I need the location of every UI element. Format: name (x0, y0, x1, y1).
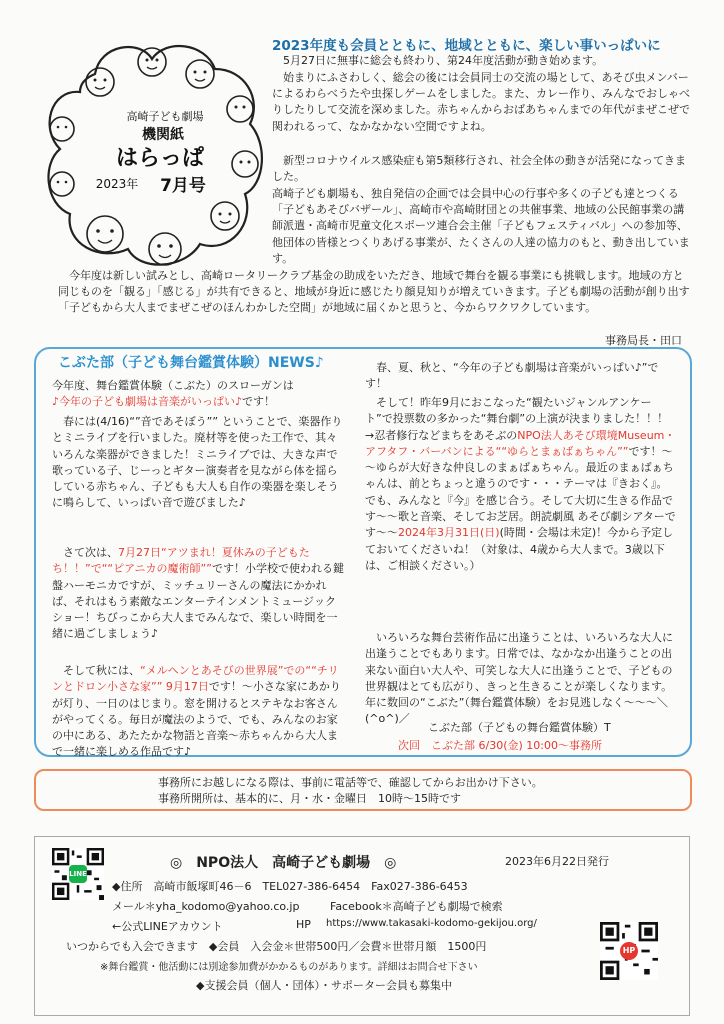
logo-bulletin-label: 機関紙 (142, 127, 184, 143)
line-app-icon: LINE (69, 865, 87, 883)
homepage-badge-icon: HP (620, 942, 638, 960)
kobuta-autumn-event: “メルヘンとあそびの世界展”での““チリンとドロン小さな家”” 9月17日 (52, 664, 339, 694)
footer-hp-url[interactable]: https://www.takasaki-kodomo-gekijou.org/ (326, 918, 537, 929)
intro-paragraph-3: 新型コロナウイルス感染症も第5類移行され、社会全体の動きが活発になってきました。 (272, 154, 686, 184)
logo-org-name: 高崎子ども劇場 (126, 110, 204, 123)
kobuta-summer-event: 7月27日“アツまれ！夏休みの子どもたち！！”で““ピアニカの魔術師”” (52, 546, 310, 576)
kobuta-stage-event: NPO法人あそび環境Museum・アフタフ・バーバンによる““ゆらとまぁばぁちゃん”” (365, 428, 676, 458)
footer-line-account-label: ←公式LINEアカウント (112, 920, 223, 933)
kobuta-signature: こぶた部（子どもの舞台鑑賞体験）T (428, 721, 611, 734)
kobuta-summer-intro: さて次は、 (63, 546, 118, 559)
logo-title: はらっぱ (115, 146, 204, 171)
kobuta-stage-intro: そして！昨年9月におこなった“観たいジャンルアンケート”で投票数の多かった“舞台劇”の上演が決まりました！！！→忍者修行などまちをあそぶの (365, 396, 669, 442)
kobuta-right-paragraph-3: いろいろな舞台芸術作品に出逢うことは、いろいろな大人に出逢うことでもあります。日常では、なかなか出逢うことの出来ない面白い大人や、可笑しな大人に出逢うことで、子どもの世界観はとても広がり、きっと生きることが楽しくなります。年に数回の“こぶた”（舞台鑑賞体験）をお見逃しなく～～～＼(^o^)／ (365, 631, 673, 726)
footer-membership: いつからでも入会できます ◆会員 入会金＊世帯500円／会費＊世帯月額 1500円 (66, 940, 487, 953)
kobuta-news-title: こぶた部（子ども舞台鑑賞体験）NEWS♪ (58, 355, 324, 371)
intro-heading: 2023年度も会員とともに、地域とともに、楽しい事いっぱいに (272, 38, 661, 54)
kobuta-right-paragraph-1: 春、夏、秋と、“今年の子ども劇場は音楽がいっぱい♪”です！ (365, 361, 659, 391)
kobuta-stage-note: (時間・会場は未定)！今から予定しておいてくださいね！（対象は、4歳から大人まで。3歳以下は、ご相談ください。） (365, 526, 674, 572)
footer-issue-date: 2023年6月22日発行 (505, 855, 609, 868)
footer-note: ※舞台鑑賞・他活動には別途参加費がかかるものがあります。詳細はお問合せ下さい (100, 962, 478, 973)
footer-organization-name: ◎ NPO法人 高崎子ども劇場 ◎ (170, 855, 397, 871)
kobuta-slogan-intro: 今年度、舞台鑑賞体験（こぶた）のスローガンは (52, 379, 294, 392)
kobuta-summer-desc: です！小学校で使われる鍵盤ハーモニカですが、ミッチュリーさんの魔法にかかれば、それはもう素敵なエンターテインメントミュージックショー！ちびっこから大人までみんなで、楽しい時間を一緒に過ごしましょう♪ (52, 562, 344, 641)
kobuta-slogan: ♪今年の子ども劇場は音楽がいっぱい♪ (52, 395, 243, 409)
office-notice-line-2: 事務所開所は、基本的に、月・水・金曜日 10時～15時です (158, 792, 461, 805)
kobuta-autumn-desc: です！～小さな家にあかりが灯り、一日のはじまり。窓を開けるとステキなお客さんがやってくる。毎日が魔法のようで、でも、みんなのお家の中にある、あたたかな物語と音楽～赤ちゃんから大人まで一緒に楽しめる作品です♪ (52, 680, 341, 759)
kobuta-stage-desc: です！～～ゆらが大好きな仲良しのまぁばぁちゃん。最近のまぁばぁちゃんは、前とちょっと違うのです・・・テーマは『きおく』。でも、みんなと『今』を感じ合う。そして大切に生きる作品です～～歌と音楽、そしてお芝居。朗読劇風 あそび劇シアターです～～ (365, 444, 676, 540)
intro-paragraph-2: 始まりにふさわしく、総会の後には会員同士の交流の場として、あそび虫メンバーによるわらべうたや虫探しゲームをしました。また、カレー作り、みんなでおしゃべりしたりして交流を深めました。赤ちゃんからおばあちゃんまでの年代がまぜこぜで関われるって、なかなかない空間ですよね。 (272, 71, 690, 133)
footer-email[interactable]: メール＊yha_kodomo@yahoo.co.jp (112, 900, 300, 913)
kobuta-right-paragraph-2 (365, 395, 677, 574)
kobuta-autumn-intro: そして秋には、 (63, 664, 140, 677)
intro-signature: 事務局長・田口 (605, 334, 682, 347)
logo-issue: 7月号 (160, 176, 206, 196)
kobuta-left-paragraph-3 (52, 545, 344, 643)
intro-paragraph-1: 5月27日に無事に総会も終わり、第24年度活動が動き始めます。 (283, 54, 604, 67)
kobuta-left-paragraph-4 (52, 663, 344, 761)
footer-hp-label: HP (296, 918, 311, 931)
kobuta-left-paragraph-2: 春には(4/16)“”音であそぼう”” ということで、楽器作りとミニライブを行いました。廃材等を使った工作で、其々いろんな楽器ができました！ミニライブでは、大きな声で歌っている子、じーっとギター演奏者を見ながら体を揺らしている赤ちゃん、子どもも大人も自作の楽器を楽しそうに鳴らして、いっぱい音で遊びました♪ (52, 415, 343, 510)
intro-paragraph-5: 今年度は新しい試みとし、高崎ロータリークラブ基金の助成をいただき、地域で舞台を観る事業にも挑戦します。地域の方と同じものを「観る」「感じる」が共有できると、地域が身近に感じたり顔見知りが増えていきます。子ども劇場の活動が創り出す「子どもから大人までまぜこぜのほんわかした空間」が地域に届くかと思うと、今からワクワクしています。 (58, 269, 690, 315)
intro-paragraph-4: 高崎子ども劇場も、独自発信の企画では会員中心の行事や多くの子ども達とつくる「子どもあそびバザール」、高崎市や高崎財団との共催事業、地域の公民館事業の講師派遣・高崎市児童文化スポーツ連合会主催「子どもフェスティバル」への参加等、他団体の皆様とつくりあげる事業が、たくさんの人達の協力のもと、動き出しています。 (272, 187, 690, 265)
kobuta-slogan-end: です！ (242, 395, 276, 409)
footer-facebook[interactable]: Facebook＊高崎子ども劇場で検索 (330, 900, 503, 913)
kobuta-stage-date: 2024年3月31日(日) (398, 526, 500, 540)
office-notice-line-1: 事務所にお越しになる際は、事前に電話等で、確認してからお出かけ下さい。 (158, 776, 543, 789)
logo-year: 2023年 (95, 177, 139, 191)
kobuta-left-paragraph-1 (52, 378, 344, 411)
footer-address: ◆住所 高崎市飯塚町46－6 TEL027-386-6454 Fax027-386-6453 (112, 880, 468, 893)
footer-supporters: ◆支援会員（個人・団体）・サポーター会員も募集中 (196, 979, 452, 992)
kobuta-next-meeting: 次回 こぶた部 6/30(金) 10:00～事務所 (398, 739, 602, 752)
